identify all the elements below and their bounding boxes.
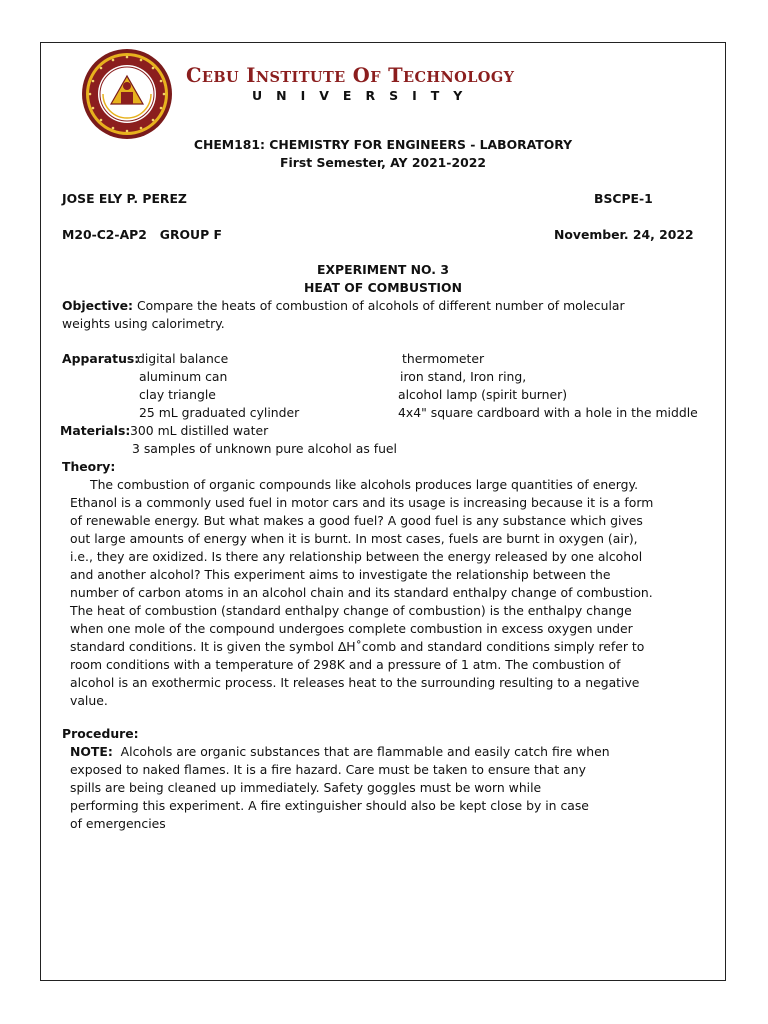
theory-paragraph: [70, 476, 653, 710]
materials-item: 3 samples of unknown pure alcohol as fuel: [132, 441, 398, 456]
theory-line: room conditions with a temperature of 298K and a pressure of 1 atm. The combustion of: [70, 657, 621, 672]
university-seal-logo: [81, 48, 173, 140]
procedure-line: exposed to naked flames. It is a fire hazard. Care must be taken to ensure that any: [70, 762, 586, 777]
apparatus-item: clay triangle: [139, 387, 216, 402]
theory-line: out large amounts of energy when it is burnt. In most cases, fuels are burnt in oxygen (air),: [70, 531, 638, 546]
student-name: JOSE ELY P. PEREZ: [62, 191, 187, 206]
university-subtitle: UNIVERSITY: [252, 88, 477, 103]
theory-line: i.e., they are oxidized. Is there any relationship between the energy released by one alcohol: [70, 549, 643, 564]
theory-line: and another alcohol? This experiment aims to investigate the relationship between the: [70, 567, 611, 582]
materials-label: Materials:: [60, 423, 131, 438]
apparatus-item: alcohol lamp (spirit burner): [398, 387, 568, 402]
theory-line: The heat of combustion (standard enthalpy change of combustion) is the enthalpy change: [70, 603, 632, 618]
materials-item: 300 mL distilled water: [130, 423, 269, 438]
procedure-line: performing this experiment. A fire extinguisher should also be kept close by in case: [70, 798, 589, 813]
university-name: CEBU INSTITUTE OF TECHNOLOGY: [186, 64, 515, 87]
apparatus-item: iron stand, Iron ring,: [400, 369, 527, 384]
theory-line: of renewable energy. But what makes a good fuel? A good fuel is any substance which gives: [70, 513, 643, 528]
theory-line: when one mole of the compound undergoes complete combustion in excess oxygen under: [70, 621, 633, 636]
procedure-line: spills are being cleaned up immediately. Safety goggles must be worn while: [70, 780, 542, 795]
course-semester: First Semester, AY 2021-2022: [280, 155, 486, 170]
procedure-line: Alcohols are organic substances that are flammable and easily catch fire when: [112, 744, 610, 759]
theory-line: number of carbon atoms in an alcohol chain and its standard enthalpy change of combustion.: [70, 585, 653, 600]
objective-text-2: weights using calorimetry.: [62, 316, 225, 331]
objective-text-1: Compare the heats of combustion of alcohols of different number of molecular: [133, 298, 625, 313]
apparatus-label: Apparatus:: [62, 351, 140, 366]
theory-label: Theory:: [62, 459, 116, 474]
theory-line: value.: [70, 693, 108, 708]
note-label: NOTE:: [70, 744, 113, 759]
theory-line: Ethanol is a commonly used fuel in motor cars and its usage is increasing because it is a form: [70, 495, 654, 510]
theory-line: standard conditions. It is given the symbol ΔH˚comb and standard conditions simply refer to: [70, 639, 645, 654]
report-date: November. 24, 2022: [554, 227, 694, 242]
apparatus-item: 25 mL graduated cylinder: [139, 405, 300, 420]
course-title: CHEM181: CHEMISTRY FOR ENGINEERS - LABORATORY: [193, 137, 573, 152]
experiment-title: HEAT OF COMBUSTION: [304, 280, 462, 295]
procedure-line: of emergencies: [70, 816, 166, 831]
procedure-note-line-1: [70, 743, 610, 761]
student-program: BSCPE-1: [594, 191, 653, 206]
theory-line: alcohol is an exothermic process. It releases heat to the surrounding resulting to a negative: [70, 675, 640, 690]
procedure-label: Procedure:: [62, 726, 139, 741]
student-section: M20-C2-AP2 GROUP F: [62, 227, 222, 242]
objective-line-1: [62, 297, 625, 315]
apparatus-item: thermometer: [402, 351, 485, 366]
procedure-note: [70, 743, 610, 833]
experiment-number: EXPERIMENT NO. 3: [317, 262, 449, 277]
apparatus-item: digital balance: [137, 351, 229, 366]
apparatus-item: aluminum can: [139, 369, 228, 384]
objective-label: Objective:: [62, 298, 134, 313]
theory-line: The combustion of organic compounds like alcohols produces large quantities of energy.: [90, 477, 639, 492]
apparatus-item: 4x4" square cardboard with a hole in the middle: [398, 405, 698, 420]
